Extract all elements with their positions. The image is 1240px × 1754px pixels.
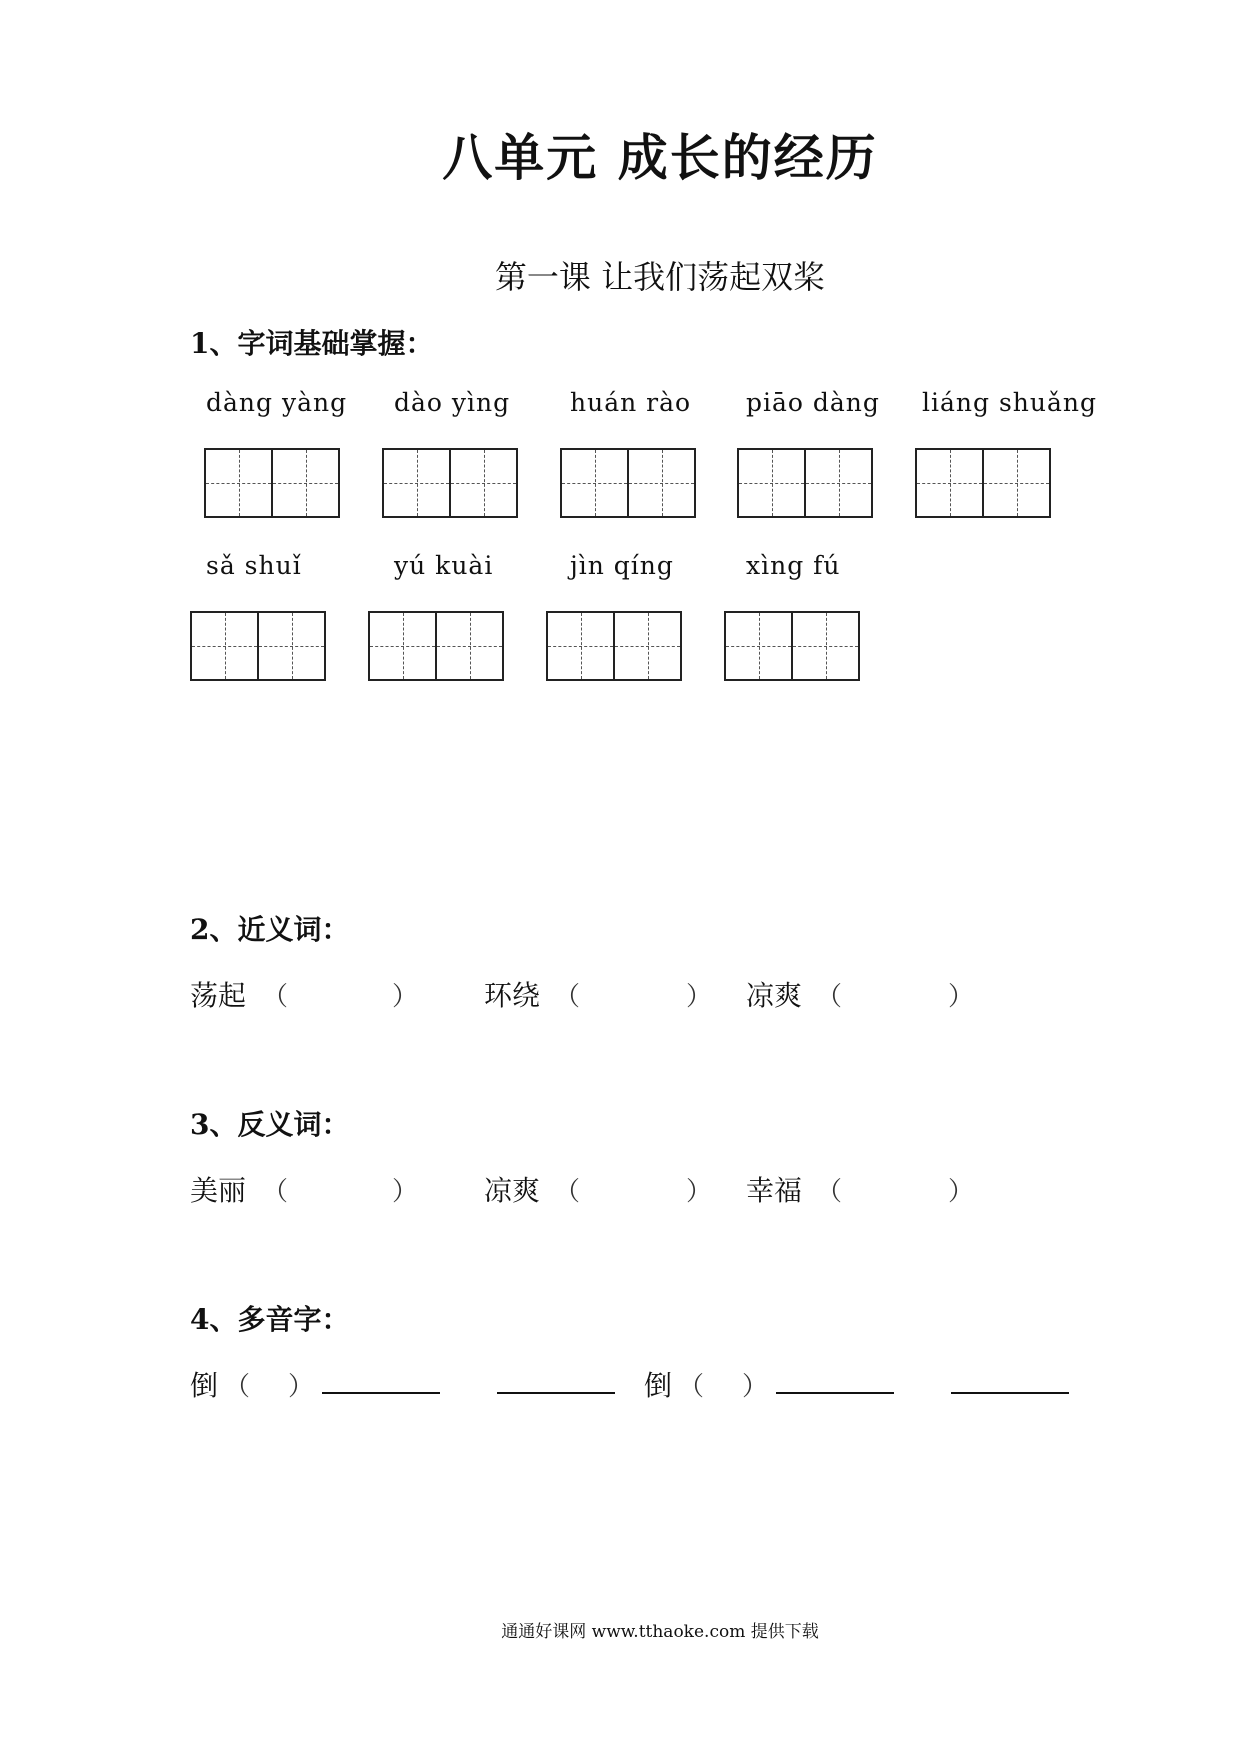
open-paren: （: [262, 982, 289, 1012]
close-paren: ）: [742, 1372, 769, 1402]
unit-title: 八单元 成长的经历: [442, 129, 878, 187]
writing-grid[interactable]: [382, 448, 518, 518]
lesson-title: 第一课 让我们荡起双桨: [494, 258, 826, 296]
antonym-word: 幸福: [746, 1174, 803, 1207]
pinyin-label: jìn qíng: [570, 551, 674, 580]
pinyin-label: xìng fú: [746, 551, 841, 580]
section-heading-synonyms: 2、近义词：: [190, 913, 350, 946]
synonym-word: 荡起: [190, 979, 247, 1012]
open-paren: （: [816, 982, 843, 1012]
writing-grid[interactable]: [546, 611, 682, 681]
writing-grid[interactable]: [204, 448, 340, 518]
section-heading-antonyms: 3、反义词：: [190, 1108, 350, 1141]
writing-grid[interactable]: [190, 611, 326, 681]
synonym-word: 环绕: [484, 979, 541, 1012]
close-paren: ）: [948, 1177, 975, 1207]
pinyin-label: piāo dàng: [746, 388, 880, 417]
open-paren: （: [554, 1177, 581, 1207]
close-paren: ）: [288, 1372, 315, 1402]
synonym-word: 凉爽: [746, 979, 803, 1012]
writing-grid[interactable]: [724, 611, 860, 681]
pinyin-label: dào yìng: [394, 388, 511, 417]
close-paren: ）: [948, 982, 975, 1012]
antonym-word: 凉爽: [484, 1174, 541, 1207]
open-paren: （: [262, 1177, 289, 1207]
pinyin-label: yú kuài: [394, 551, 494, 580]
close-paren: ）: [392, 982, 419, 1012]
pinyin-label: liáng shuǎng: [922, 388, 1097, 417]
open-paren: （: [554, 982, 581, 1012]
pinyin-label: huán rào: [570, 388, 692, 417]
open-paren: （: [678, 1372, 705, 1402]
answer-blank[interactable]: [497, 1392, 615, 1394]
section-heading-vocabulary: 1、字词基础掌握：: [190, 327, 434, 360]
polyphone-char: 倒: [644, 1369, 673, 1402]
polyphone-char: 倒: [190, 1369, 219, 1402]
close-paren: ）: [392, 1177, 419, 1207]
open-paren: （: [224, 1372, 251, 1402]
antonym-word: 美丽: [190, 1174, 247, 1207]
writing-grid[interactable]: [560, 448, 696, 518]
answer-blank[interactable]: [776, 1392, 894, 1394]
writing-grid[interactable]: [737, 448, 873, 518]
writing-grid[interactable]: [915, 448, 1051, 518]
page-footer: 通通好课网 www.tthaoke.com 提供下载: [501, 1622, 819, 1642]
answer-blank[interactable]: [322, 1392, 440, 1394]
section-heading-polyphones: 4、多音字：: [190, 1303, 350, 1336]
close-paren: ）: [686, 982, 713, 1012]
answer-blank[interactable]: [951, 1392, 1069, 1394]
pinyin-label: sǎ shuǐ: [206, 551, 302, 580]
close-paren: ）: [686, 1177, 713, 1207]
open-paren: （: [816, 1177, 843, 1207]
pinyin-label: dàng yàng: [206, 388, 348, 417]
writing-grid[interactable]: [368, 611, 504, 681]
